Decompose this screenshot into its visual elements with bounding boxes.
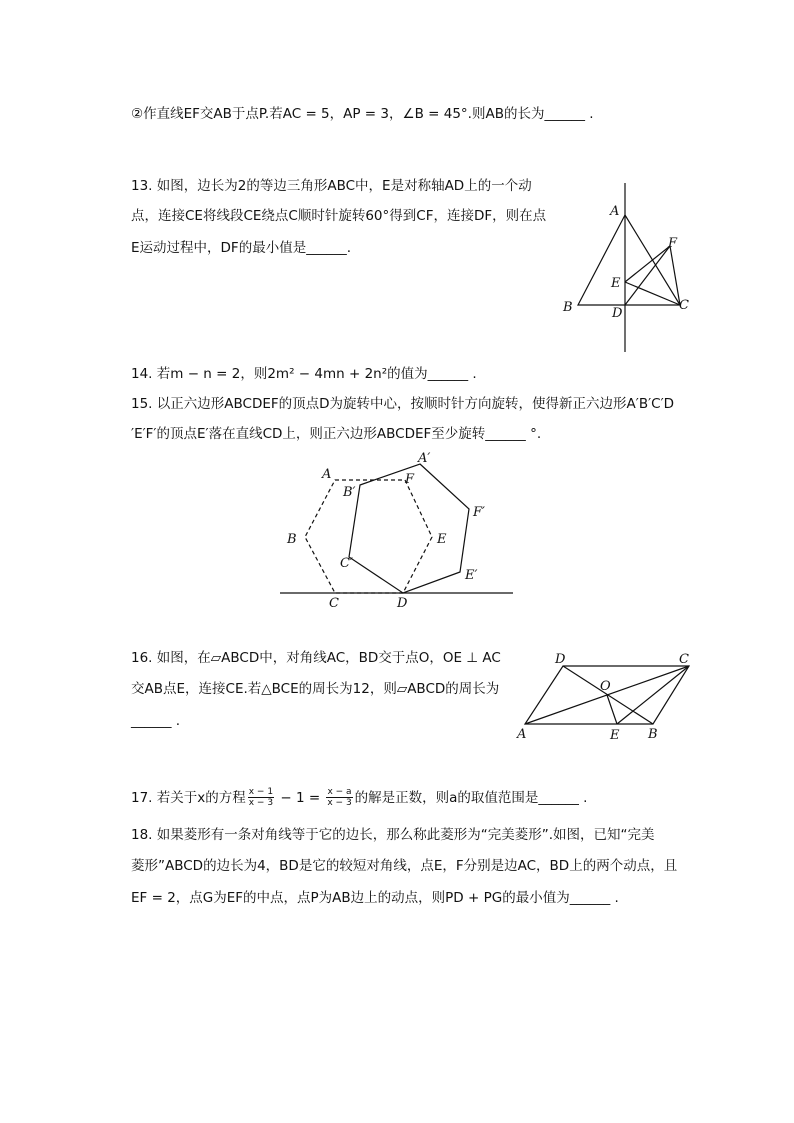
q16-diagonal-bd xyxy=(563,666,653,724)
q17-prefix: 17. 若关于x的方程 xyxy=(131,789,246,806)
q15-label-c-prime: C′ xyxy=(340,556,353,571)
q17-fraction-1 xyxy=(248,787,274,808)
q16-label-a: A xyxy=(517,727,527,742)
q16-label-d: D xyxy=(555,652,566,667)
q15-label-a-prime: A′ xyxy=(418,451,431,466)
q16-label-o: O xyxy=(600,679,611,694)
q12-part-text: ②作直线EF交AB于点P.若AC = 5，AP = 3，∠B = 45°.则AB的长为______ . xyxy=(131,106,594,122)
q17-fraction-2-numerator: x − a xyxy=(327,787,352,797)
q15-label-e: E xyxy=(437,532,447,547)
q13-label-d: D xyxy=(612,306,623,321)
q15-label-b-prime: B′ xyxy=(343,485,356,500)
q13-label-f: F xyxy=(668,236,678,251)
q15-line-2: ′E′F′的顶点E′落在直线CD上，则正六边形ABCDEF至少旋转______ °. xyxy=(131,426,542,442)
q17-suffix: 的解是正数，则a的取值范围是______ . xyxy=(354,789,588,806)
q15-label-f-prime: F′ xyxy=(473,505,485,520)
q13-line-3: E运动过程中，DF的最小值是______. xyxy=(131,240,351,256)
q16-label-e: E xyxy=(610,728,620,743)
q17-fraction-1-denominator: x − 3 xyxy=(248,798,274,808)
q15-line-1: 15. 以正六边形ABCDEF的顶点D为旋转中心，按顺时针方向旋转，使得新正六边形A′B′C′D xyxy=(131,396,675,412)
q17-fraction-2 xyxy=(326,787,352,808)
q16-line-2: 交AB点E，连接CE.若△BCE的周长为12，则▱ABCD的周长为 xyxy=(131,681,500,697)
q14-text: 14. 若m − n = 2，则2m² − 4mn + 2n²的值为______ . xyxy=(131,366,477,382)
q17-fraction-2-denominator: x − 3 xyxy=(327,798,352,808)
q16-label-b: B xyxy=(648,727,658,742)
q16-segment-ce xyxy=(617,666,689,724)
q15-label-c: C xyxy=(329,596,339,611)
q16-line-1: 16. 如图，在▱ABCD中，对角线AC，BD交于点O，OE ⊥ AC xyxy=(131,650,501,666)
q13-label-e: E xyxy=(611,276,621,291)
q13-label-b: B xyxy=(563,300,573,315)
q13-line-2: 点，连接CE将线段CE绕点C顺时针旋转60°得到CF，连接DF，则在点 xyxy=(131,208,547,224)
q17-fraction-1-numerator: x − 1 xyxy=(248,787,274,797)
q17-middle: − 1 = xyxy=(276,789,325,806)
q18-line-3: EF = 2，点G为EF的中点，点P为AB边上的动点，则PD + PG的最小值为______ . xyxy=(131,890,619,906)
q15-label-f: F xyxy=(405,472,415,487)
q18-line-2: 菱形”ABCD的边长为4，BD是它的较短对角线，点E，F分别是边AC，BD上的两个动点，且 xyxy=(131,858,678,874)
q17-text xyxy=(131,787,587,808)
q15-label-e-prime: E′ xyxy=(465,568,478,583)
q15-label-b: B xyxy=(287,532,297,547)
q13-line-1: 13. 如图，边长为2的等边三角形ABC中，E是对称轴AD上的一个动 xyxy=(131,178,532,194)
q15-label-a: A xyxy=(322,467,332,482)
q15-label-d: D xyxy=(397,596,408,611)
q16-line-3: ______ . xyxy=(131,713,181,729)
q13-label-c: C xyxy=(679,298,689,313)
q18-line-1: 18. 如果菱形有一条对角线等于它的边长，那么称此菱形为“完美菱形”.如图，已知“完美 xyxy=(131,827,655,843)
q16-label-c: C xyxy=(679,652,689,667)
q13-label-a: A xyxy=(610,204,620,219)
